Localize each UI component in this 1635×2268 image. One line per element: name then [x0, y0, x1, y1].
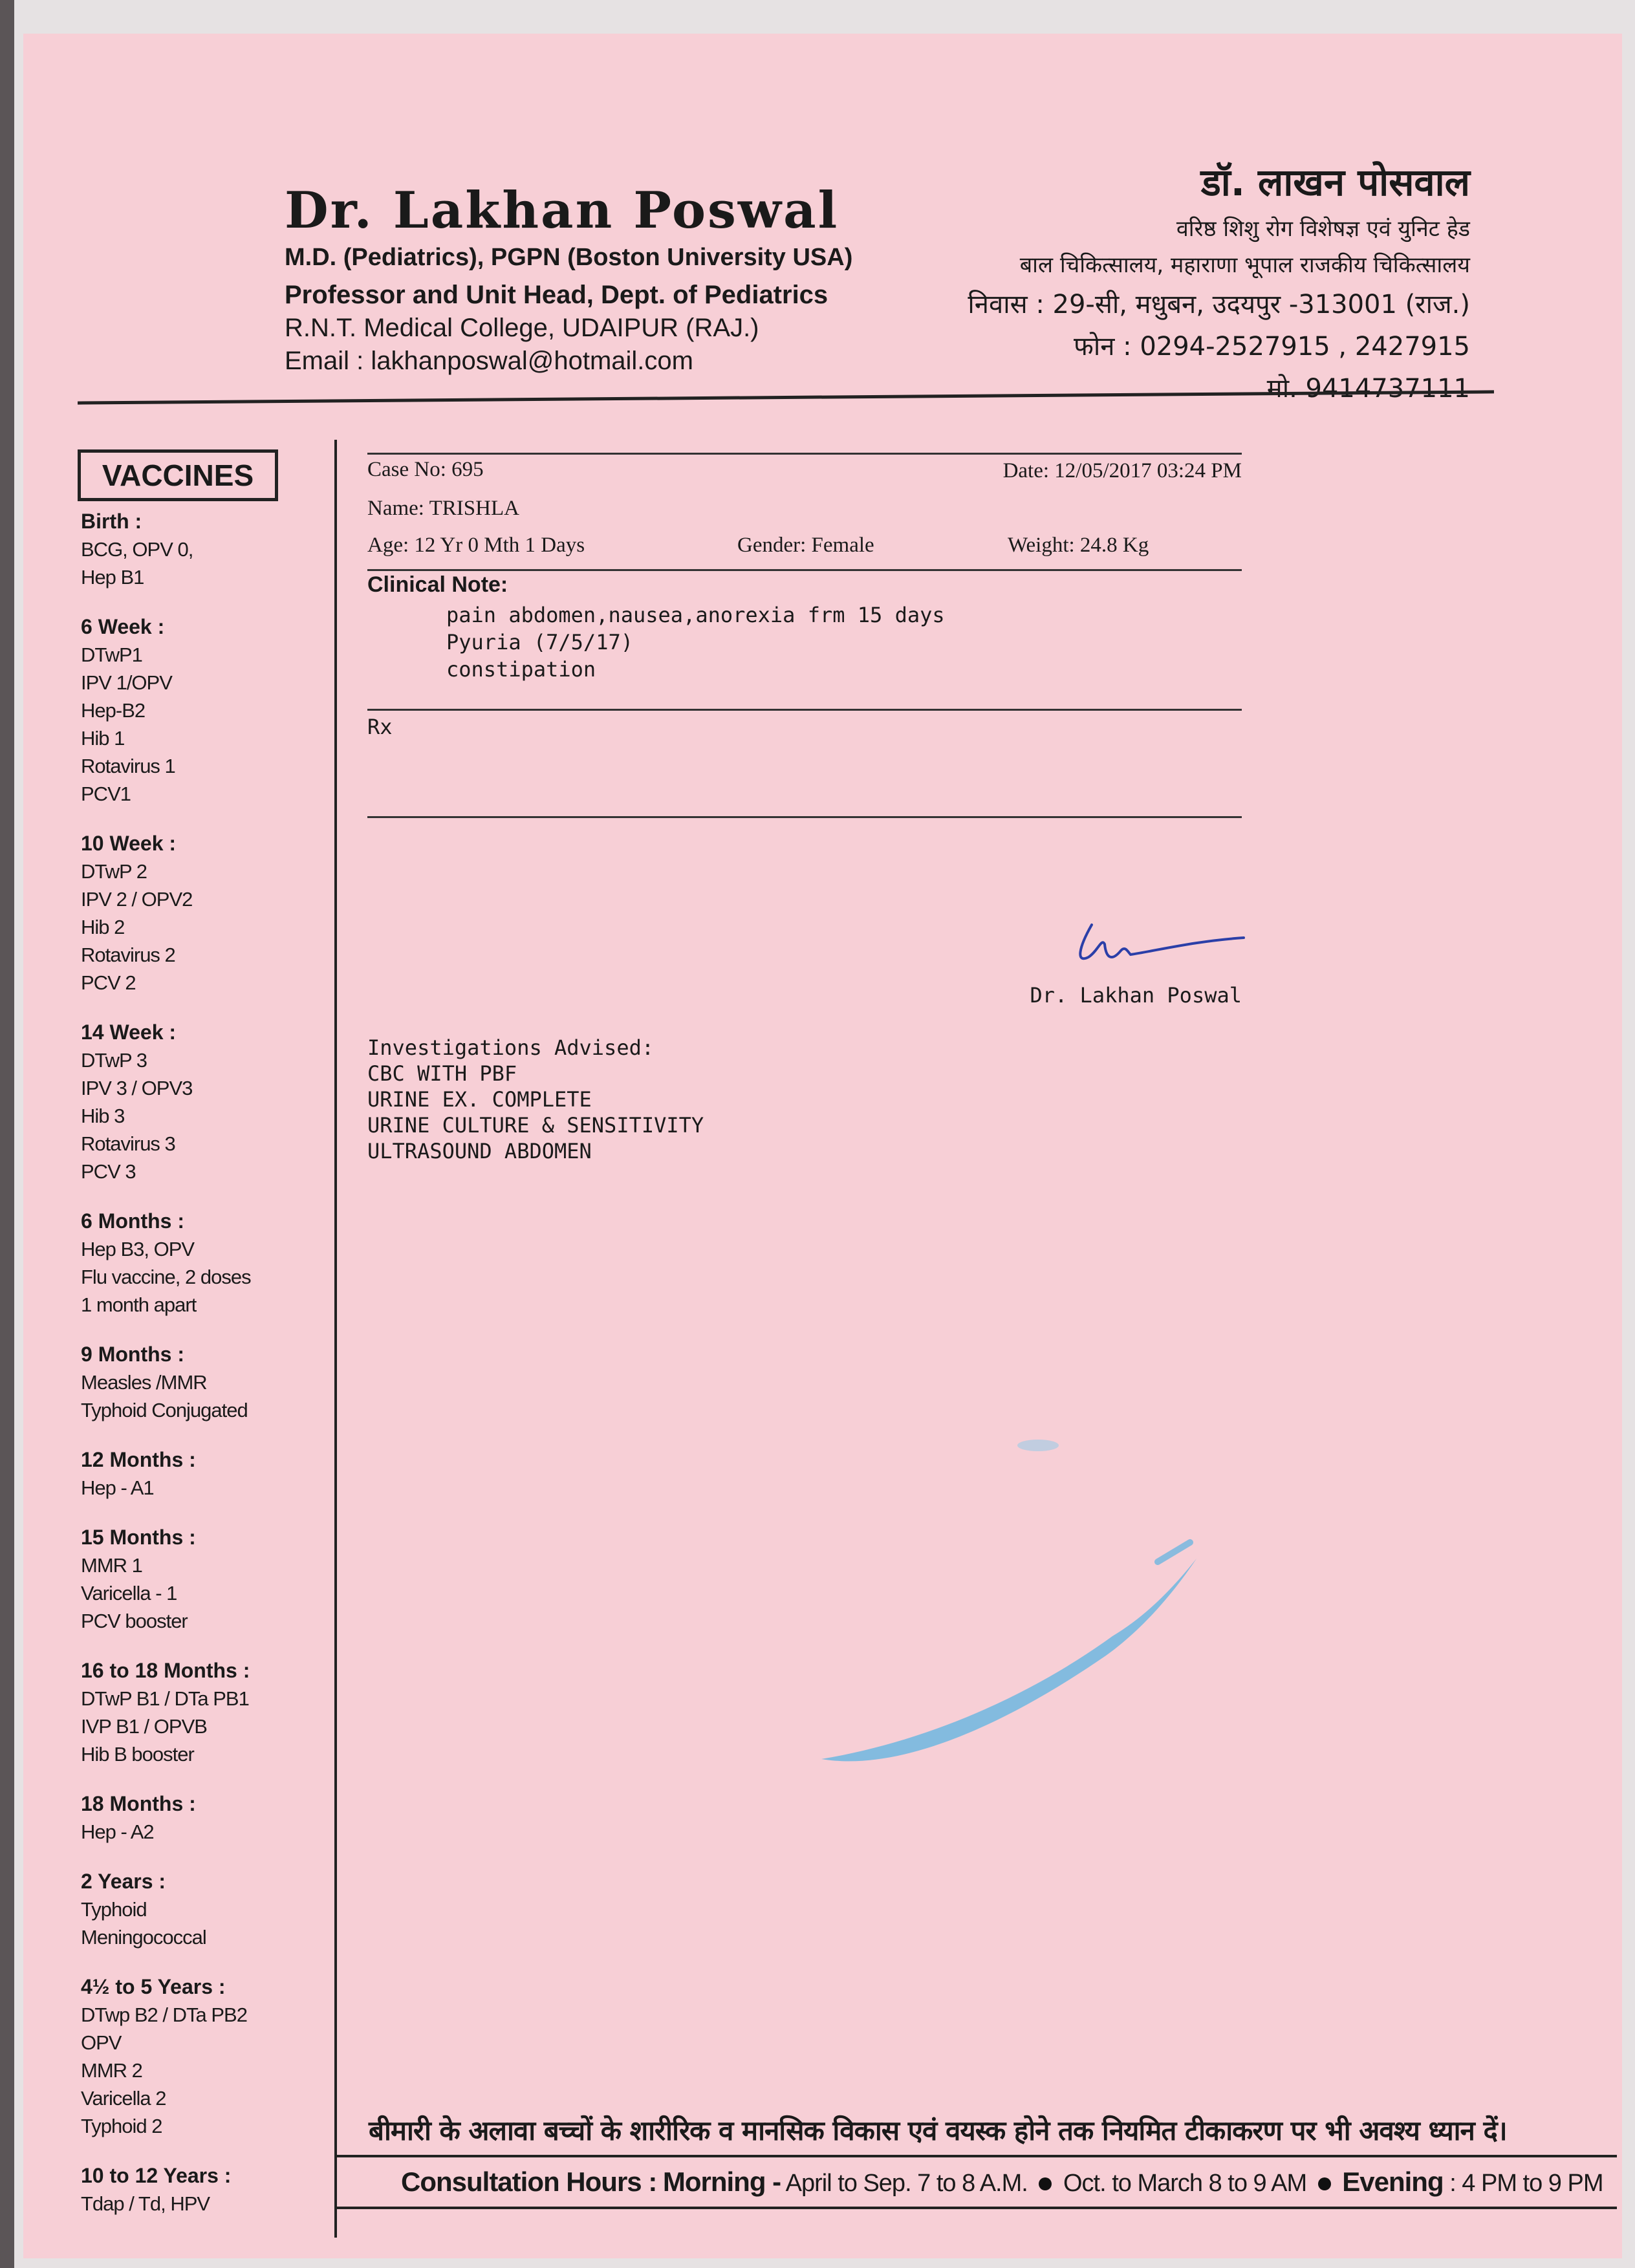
vaccine-item: IVP B1 / OPVB [81, 1715, 207, 1738]
doctor-degrees: M.D. (Pediatrics), PGPN (Boston University USA) [285, 244, 853, 271]
vaccine-age-label: Birth : [81, 510, 142, 533]
vaccine-item: DTwP 2 [81, 860, 147, 883]
vaccine-age-label: 6 Months : [81, 1209, 184, 1233]
vaccine-schedule-list [81, 508, 333, 2240]
morning-winter-hours: Oct. to March 8 to 9 AM [1063, 2170, 1307, 2197]
vaccine-item: Varicella 2 [81, 2087, 166, 2110]
vaccine-item: IPV 3 / OPV3 [81, 1077, 193, 1099]
vaccine-item: Hep B1 [81, 566, 144, 589]
evening-label: Evening [1342, 2166, 1444, 2197]
vaccine-item: MMR 1 [81, 1554, 142, 1577]
vaccine-item: IPV 1/OPV [81, 671, 172, 694]
morning-summer-hours: April to Sep. 7 to 8 A.M. [785, 2170, 1028, 2197]
investigation-item: URINE CULTURE & SENSITIVITY [367, 1113, 704, 1138]
vaccine-group [81, 613, 333, 808]
vaccine-item: Tdap / Td, HPV [81, 2192, 210, 2215]
vaccine-age-label: 4½ to 5 Years : [81, 1975, 226, 1998]
scanner-edge [0, 0, 14, 2268]
investigation-item: URINE EX. COMPLETE [367, 1087, 592, 1112]
vaccine-item: Rotavirus 2 [81, 944, 175, 966]
vaccine-group [81, 2162, 333, 2218]
vaccines-title: VACCINES [78, 449, 278, 501]
footer-hindi-note: बीमारी के अलावा बच्चों के शारीरिक व मानसिक विकास एवं वयस्क होने तक नियमित टीकाकरण पर भी अवश्य ध्यान दें। [369, 2115, 1507, 2146]
vaccine-item: Hib 3 [81, 1105, 125, 1127]
doctor-email: Email : lakhanposwal@hotmail.com [285, 347, 693, 375]
vaccine-item: Typhoid Conjugated [81, 1399, 248, 1421]
vaccine-age-label: 15 Months : [81, 1526, 196, 1549]
vaccine-item: OPV [81, 2031, 122, 2054]
consultation-label: Consultation Hours : [401, 2166, 657, 2197]
footer-bottom-rule [336, 2207, 1617, 2209]
vaccine-item: Rotavirus 1 [81, 755, 175, 777]
vaccine-age-label: 12 Months : [81, 1448, 196, 1471]
investigation-item: CBC WITH PBF [367, 1061, 517, 1086]
doctor-position: Professor and Unit Head, Dept. of Pediatrics [285, 281, 828, 309]
vaccine-age-label: 9 Months : [81, 1343, 184, 1366]
vaccine-item: PCV 2 [81, 971, 136, 994]
doctor-college: R.N.T. Medical College, UDAIPUR (RAJ.) [285, 314, 759, 342]
clinical-note-line: Pyuria (7/5/17) [446, 630, 633, 654]
case-number: Case No: 695 [367, 458, 484, 481]
vaccine-group [81, 1973, 333, 2140]
investigations-advised [367, 1035, 704, 1164]
signature-name: Dr. Lakhan Poswal [1030, 983, 1242, 1008]
clinical-note-title: Clinical Note: [367, 572, 508, 597]
vaccine-item: DTwp B2 / DTa PB2 [81, 2003, 247, 2026]
vaccine-group [81, 830, 333, 997]
patient-weight: Weight: 24.8 Kg [1008, 534, 1149, 557]
clinical-note-rule [367, 709, 1242, 711]
vaccine-item: Flu vaccine, 2 doses [81, 1266, 251, 1288]
clinical-note-lines [446, 601, 945, 683]
case-top-rule [367, 453, 1242, 455]
vaccine-item: Meningococcal [81, 1926, 206, 1949]
clinical-note-line: pain abdomen,nausea,anorexia frm 15 days [446, 603, 945, 627]
vaccine-item: Varicella - 1 [81, 1582, 177, 1604]
vaccine-group [81, 508, 333, 591]
vaccine-item: Hep B3, OPV [81, 1238, 195, 1260]
sidebar-divider [334, 440, 337, 2238]
mobile-hindi: मो. 9414737111 [1266, 374, 1470, 404]
rx-rule [367, 816, 1242, 818]
vaccine-item: PCV 3 [81, 1160, 136, 1183]
doctor-name-english: Dr. Lakhan Poswal [285, 181, 839, 240]
patient-info-rule [367, 569, 1242, 571]
vaccine-group [81, 1446, 333, 1502]
ink-stain [808, 1423, 1222, 1785]
bullet-icon [1039, 2177, 1052, 2190]
vaccine-group [81, 1524, 333, 1635]
vaccine-item: IPV 2 / OPV2 [81, 888, 193, 911]
evening-hours: : 4 PM to 9 PM [1449, 2170, 1603, 2197]
bullet-icon [1318, 2177, 1331, 2190]
vaccine-item: BCG, OPV 0, [81, 538, 193, 561]
vaccine-item: Typhoid 2 [81, 2115, 162, 2137]
address-hindi: निवास : 29-सी, मधुबन, उदयपुर -313001 (राज.) [968, 290, 1470, 319]
vaccine-item: Hep - A1 [81, 1476, 154, 1499]
vaccine-item: Measles /MMR [81, 1371, 207, 1394]
patient-name: Name: TRISHLA [367, 497, 519, 520]
hospital-hindi: बाल चिकित्सालय, महाराणा भूपाल राजकीय चिकित्सालय [1019, 252, 1470, 278]
clinical-note-line: constipation [446, 657, 596, 682]
vaccine-age-label: 18 Months : [81, 1792, 196, 1815]
letterhead-hindi [968, 155, 1470, 405]
phone-hindi: फोन : 0294-2527915 , 2427915 [1074, 332, 1470, 362]
vaccine-item: PCV1 [81, 783, 131, 805]
vaccine-group [81, 1341, 333, 1424]
vaccine-group [81, 1657, 333, 1768]
vaccine-age-label: 10 to 12 Years : [81, 2164, 232, 2187]
vaccine-age-label: 16 to 18 Months : [81, 1659, 250, 1682]
letterhead-english [285, 181, 852, 376]
vaccine-item: Hib B booster [81, 1743, 194, 1766]
case-date: Date: 12/05/2017 03:24 PM [1002, 459, 1242, 482]
vaccines-sidebar [58, 414, 317, 2218]
vaccine-item: Hep-B2 [81, 699, 146, 722]
vaccine-item: DTwP 3 [81, 1049, 147, 1072]
vaccine-item: Rotavirus 3 [81, 1132, 175, 1155]
vaccine-item: Hib 2 [81, 916, 125, 938]
patient-age: Age: 12 Yr 0 Mth 1 Days [367, 534, 585, 557]
vaccine-age-label: 14 Week : [81, 1021, 177, 1044]
vaccine-group [81, 1868, 333, 1951]
vaccine-item: DTwP1 [81, 643, 142, 666]
investigations-title: Investigations Advised: [367, 1035, 655, 1060]
vaccine-group [81, 1207, 333, 1319]
vaccine-age-label: 10 Week : [81, 832, 177, 855]
vaccine-item: Typhoid [81, 1898, 147, 1921]
vaccine-item: Hib 1 [81, 727, 125, 750]
patient-gender: Gender: Female [737, 534, 874, 557]
vaccine-item: DTwP B1 / DTa PB1 [81, 1687, 249, 1710]
vaccine-age-label: 2 Years : [81, 1870, 166, 1893]
vaccine-item: PCV booster [81, 1610, 188, 1632]
doctor-signature [1066, 912, 1247, 983]
footer-top-rule [336, 2155, 1617, 2157]
vaccine-item: MMR 2 [81, 2059, 142, 2082]
vaccine-age-label: 6 Week : [81, 615, 165, 638]
vaccine-group [81, 1790, 333, 1846]
vaccine-item: 1 month apart [81, 1293, 197, 1316]
rx-label: Rx [367, 715, 393, 739]
vaccine-item: Hep - A2 [81, 1820, 154, 1843]
investigation-item: ULTRASOUND ABDOMEN [367, 1139, 592, 1163]
morning-label: Morning - [662, 2166, 781, 2197]
consultation-hours [401, 2166, 1603, 2198]
doctor-name-hindi: डॉ. लाखन पोसवाल [1200, 160, 1470, 204]
vaccine-group [81, 1019, 333, 1185]
doctor-title-hindi: वरिष्ठ शिशु रोग विशेषज्ञ एवं युनिट हेड [1176, 216, 1470, 242]
